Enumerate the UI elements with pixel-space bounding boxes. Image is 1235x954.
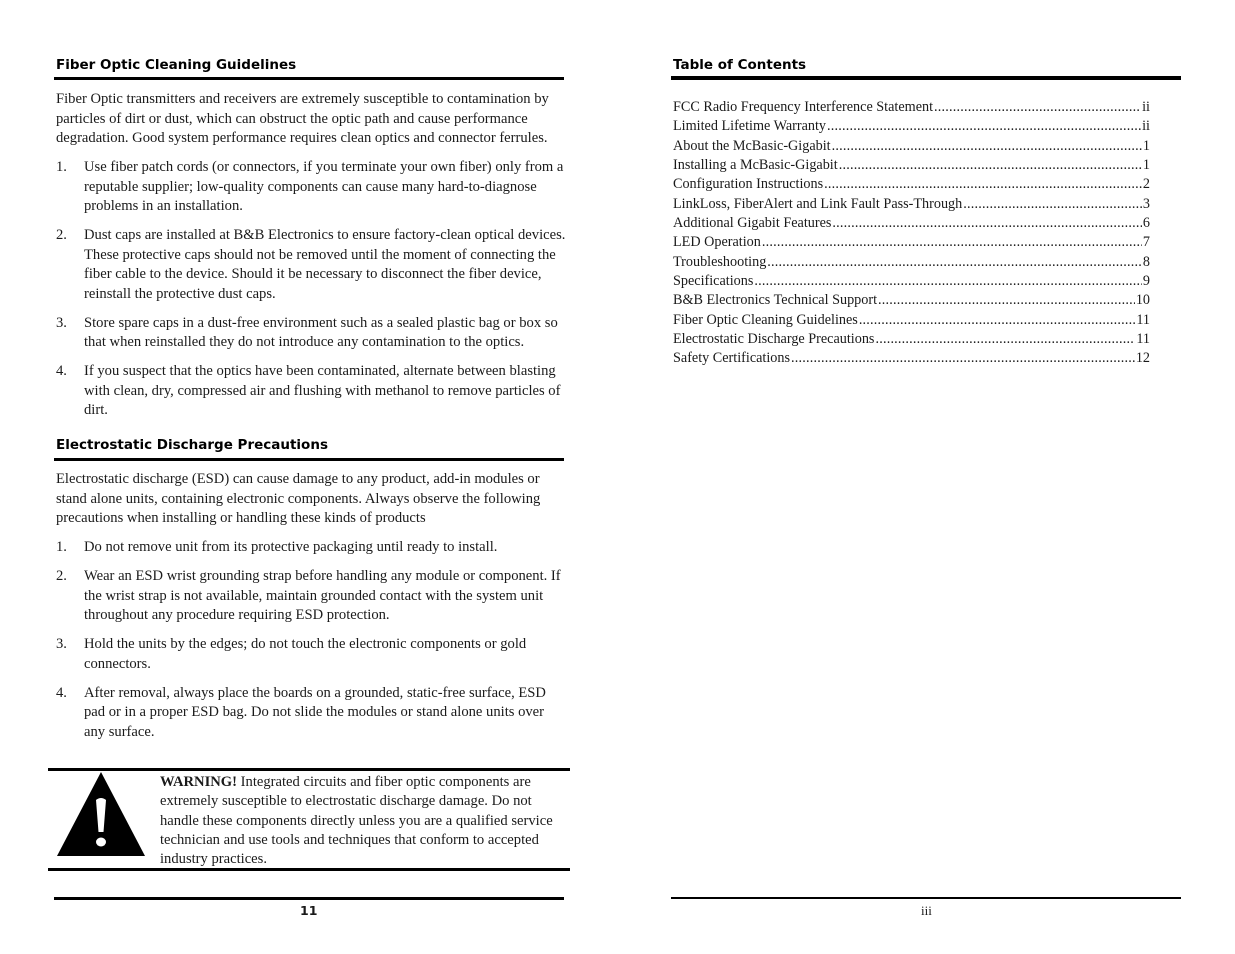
list-number: 1. — [56, 539, 67, 555]
toc-entry[interactable] — [673, 311, 1150, 330]
list-number: 3. — [56, 636, 67, 652]
toc-heading: Table of Contents — [673, 57, 807, 73]
toc-page: 6 — [1142, 215, 1150, 232]
list-number: 3. — [56, 314, 67, 331]
warning-bottom-rule — [48, 868, 570, 871]
esd-intro: Electrostatic discharge (ESD) can cause damage to any product, add-in modules or stand alone units, containing electronic components. Always observe the following precautions when installing or handling these kinds of products — [56, 471, 541, 526]
toc-title: FCC Radio Frequency Interference Statement — [673, 99, 934, 115]
footer-rule — [54, 897, 564, 900]
fiber-heading: Fiber Optic Cleaning Guidelines — [56, 57, 297, 73]
list-item — [56, 362, 566, 421]
toc-title: Electrostatic Discharge Precautions — [673, 331, 875, 348]
list-text: Wear an ESD wrist grounding strap before handling any module or component. If the wrist strap is not available, maintain grounded contact with the system unit throughout any procedure requiring ESD protection. — [84, 568, 561, 623]
warning-triangle-icon — [55, 770, 147, 858]
toc-page: 1 — [1142, 137, 1150, 154]
toc-title: Installing a McBasic-Gigabit — [673, 157, 838, 174]
toc-page: 11 — [1136, 311, 1150, 328]
toc-leader — [762, 233, 1142, 252]
esd-heading-rule — [54, 458, 564, 461]
page-number: 11 — [300, 903, 318, 918]
fiber-intro: Fiber Optic transmitters and receivers are extremely susceptible to contamination by particles of dirt or dust, which can obstruct the optic path and cause performance degradation. Good system performance requires clean optics and connector ferrules. — [56, 91, 549, 146]
toc-page: 12 — [1135, 350, 1150, 367]
toc-page: 9 — [1142, 273, 1150, 290]
toc-leader — [767, 253, 1142, 272]
list-item — [56, 314, 566, 353]
toc-entry[interactable] — [673, 291, 1150, 310]
toc-entry[interactable] — [673, 195, 1150, 214]
toc-page: 10 — [1135, 292, 1150, 309]
toc-leader — [832, 137, 1142, 156]
toc-title: B&B Electronics Technical Support — [673, 292, 878, 309]
toc-entry[interactable] — [673, 349, 1150, 368]
toc-leader — [878, 291, 1135, 310]
esd-heading: Electrostatic Discharge Precautions — [56, 437, 328, 453]
list-text: If you suspect that the optics have been contaminated, alternate between blasting with clean, dry, compressed air and flushing with methanol to remove particles of dirt. — [84, 363, 561, 418]
toc-title: Additional Gigabit Features — [673, 215, 832, 232]
toc-heading-rule — [671, 76, 1181, 80]
toc-leader — [839, 156, 1142, 175]
list-text: Dust caps are installed at B&B Electronics to ensure factory-clean optical devices. These protective caps should not be removed until the moment of connecting the fiber cable to the device. Should it be necessary to disconnect the fiber device, reinstall the protective dust caps. — [84, 227, 566, 302]
toc-title: Safety Certifications — [673, 350, 791, 367]
list-item — [56, 158, 566, 217]
toc-page: 3 — [1142, 195, 1150, 212]
toc-entry[interactable] — [673, 175, 1150, 194]
toc-leader — [827, 117, 1141, 136]
toc-title: About the McBasic-Gigabit — [673, 137, 831, 154]
toc-page: ii — [1142, 118, 1150, 135]
toc-title: Configuration Instructions — [673, 176, 824, 193]
warning-text — [160, 773, 564, 869]
toc-title: Troubleshooting — [673, 253, 767, 270]
toc-leader — [875, 330, 1135, 349]
toc-title: Limited Lifetime Warranty — [673, 118, 827, 135]
toc-page: 7 — [1142, 234, 1150, 251]
toc-entry[interactable] — [673, 117, 1150, 136]
toc-entry[interactable] — [673, 272, 1150, 291]
page-number: iii — [921, 903, 932, 918]
list-number: 4. — [56, 363, 67, 379]
list-item — [56, 226, 566, 304]
list-item — [56, 684, 566, 743]
toc-page: ii — [1142, 99, 1150, 115]
warning-body: Integrated circuits and fiber optic components are extremely susceptible to electrostatic discharge damage. Do not handle these components directly unless you are a qualified service technician and use tools and techniques that conform to accepted industry practices. — [160, 774, 553, 868]
toc-leader — [859, 311, 1136, 330]
toc-leader — [754, 272, 1142, 291]
list-text: After removal, always place the boards on a grounded, static-free surface, ESD pad or in a proper ESD bag. Do not slide the modules or stand alone units over any surface. — [84, 684, 546, 740]
toc-title: LinkLoss, FiberAlert and Link Fault Pass-Through — [673, 195, 963, 212]
toc-entry[interactable] — [673, 330, 1150, 349]
toc-entry[interactable] — [673, 253, 1150, 272]
list-number: 4. — [56, 684, 67, 701]
footer-rule — [671, 897, 1181, 899]
toc-list — [673, 98, 1150, 369]
fiber-list — [56, 158, 566, 430]
toc-entry[interactable] — [673, 98, 1150, 117]
toc-title: LED Operation — [673, 234, 761, 251]
toc-page: 2 — [1142, 176, 1150, 193]
list-number: 1. — [56, 159, 67, 175]
list-text: Hold the units by the edges; do not touch the electronic components or gold connectors. — [84, 636, 527, 672]
toc-page: 11 — [1136, 331, 1150, 348]
toc-entry[interactable] — [673, 156, 1150, 175]
warning-label: WARNING! — [160, 774, 238, 790]
list-text: Use fiber patch cords (or connectors, if you terminate your own fiber) only from a reputable supplier; low-quality components can cause many hard-to-diagnose problems in an installation. — [84, 159, 564, 214]
list-item — [56, 635, 566, 674]
list-item — [56, 567, 566, 626]
list-number: 2. — [56, 227, 67, 243]
toc-leader — [963, 195, 1142, 214]
left-page — [0, 0, 617, 954]
toc-entry[interactable] — [673, 233, 1150, 252]
toc-title: Specifications — [673, 273, 754, 290]
toc-leader — [832, 214, 1142, 233]
toc-leader — [824, 175, 1142, 194]
toc-entry[interactable] — [673, 214, 1150, 233]
toc-title: Fiber Optic Cleaning Guidelines — [673, 311, 858, 328]
toc-page: 1 — [1142, 157, 1150, 174]
toc-leader — [791, 349, 1135, 368]
esd-list — [56, 538, 566, 752]
right-page — [617, 0, 1235, 954]
list-text: Store spare caps in a dust-free environment such as a sealed plastic bag or box so that when reinstalled they do not introduce any contamination to the optics. — [84, 314, 558, 350]
list-item — [56, 538, 566, 558]
toc-page: 8 — [1142, 253, 1150, 270]
fiber-heading-rule — [54, 77, 564, 80]
list-number: 2. — [56, 568, 67, 584]
toc-leader — [934, 98, 1141, 117]
list-text: Do not remove unit from its protective packaging until ready to install. — [84, 539, 498, 555]
toc-entry[interactable] — [673, 137, 1150, 156]
